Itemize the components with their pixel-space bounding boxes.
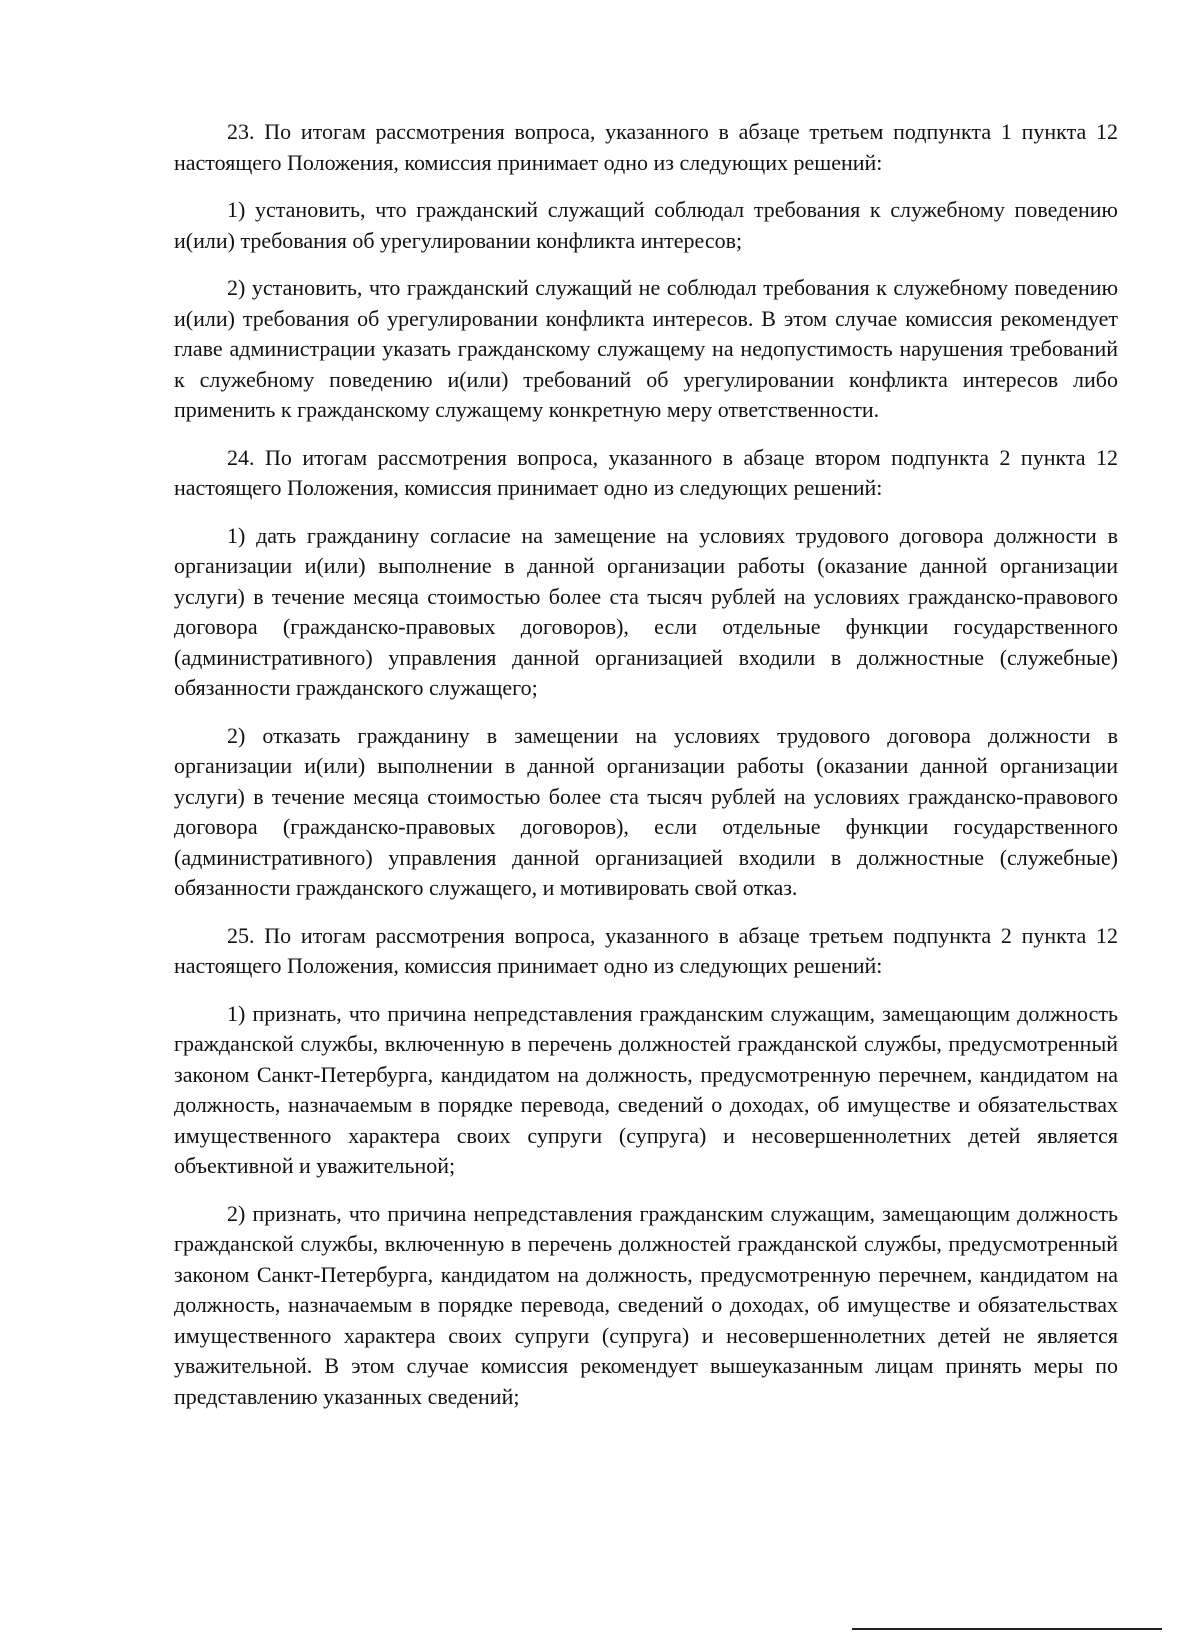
document-body (174, 117, 1118, 1429)
paragraph-24-item-2: 2) отказать гражданину в замещении на условиях трудового договора должности в организации и(или) выполнении в данной организации работы (оказании данной организации услуги) в течение месяца стоимостью более ста тысяч рублей на условиях гражданско-правового договора (гражданско-правовых договоров), если отдельные функции государственного (административного) управления данной организацией входили в должностные (служебные) обязанности гражданского служащего, и мотивировать свой отказ. (174, 722, 1118, 900)
paragraph-23: 23. По итогам рассмотрения вопроса, указанного в абзаце третьем подпункта 1 пункта 12 настоящего Положения, комиссия принимает одно из следующих решений: (174, 119, 1118, 175)
paragraph-25-item-1: 1) признать, что причина непредставления гражданским служащим, замещающим должность гражданской службы, включенную в перечень должностей гражданской службы, предусмотренный законом Санкт-Петербурга, кандидатом на должность, предусмотренную перечнем, кандидатом на должность, назначаемым в порядке перевода, сведений о доходах, об имуществе и обязательствах имущественного характера своих супруги (супруга) и несовершеннолетних детей является объективной и уважительной; (174, 1000, 1118, 1178)
paragraph-23-item-1: 1) установить, что гражданский служащий соблюдал требования к служебному поведению и(или) требования об урегулировании конфликта интересов; (174, 197, 1118, 253)
bottom-divider (852, 1628, 1162, 1630)
paragraph-24: 24. По итогам рассмотрения вопроса, указанного в абзаце втором подпункта 2 пункта 12 настоящего Положения, комиссия принимает одно из следующих решений: (174, 444, 1118, 500)
paragraph-23-item-2: 2) установить, что гражданский служащий не соблюдал требования к служебному поведению и(или) требования об урегулировании конфликта интересов. В этом случае комиссия рекомендует главе администрации указать гражданскому служащему на недопустимость нарушения требований к служебному поведению и(или) требований об урегулировании конфликта интересов либо применить к гражданскому служащему конкретную меру ответственности. (174, 275, 1118, 422)
paragraph-25-item-2: 2) признать, что причина непредставления гражданским служащим, замещающим должность гражданской службы, включенную в перечень должностей гражданской службы, предусмотренный законом Санкт-Петербурга, кандидатом на должность, предусмотренную перечнем, кандидатом на должность, назначаемым в порядке перевода, сведений о доходах, об имуществе и обязательствах имущественного характера своих супруги (супруга) и несовершеннолетних детей не является уважительной. В этом случае комиссия рекомендует вышеуказанным лицам принять меры по представлению указанных сведений; (174, 1200, 1118, 1409)
paragraph-24-item-1: 1) дать гражданину согласие на замещение на условиях трудового договора должности в организации и(или) выполнение в данной организации работы (оказание данной организации услуги) в течение месяца стоимостью более ста тысяч рублей на условиях гражданско-правового договора (гражданско-правовых договоров), если отдельные функции государственного (административного) управления данной организацией входили в должностные (служебные) обязанности гражданского служащего; (174, 522, 1118, 700)
paragraph-25: 25. По итогам рассмотрения вопроса, указанного в абзаце третьем подпункта 2 пункта 12 настоящего Положения, комиссия принимает одно из следующих решений: (174, 922, 1118, 978)
